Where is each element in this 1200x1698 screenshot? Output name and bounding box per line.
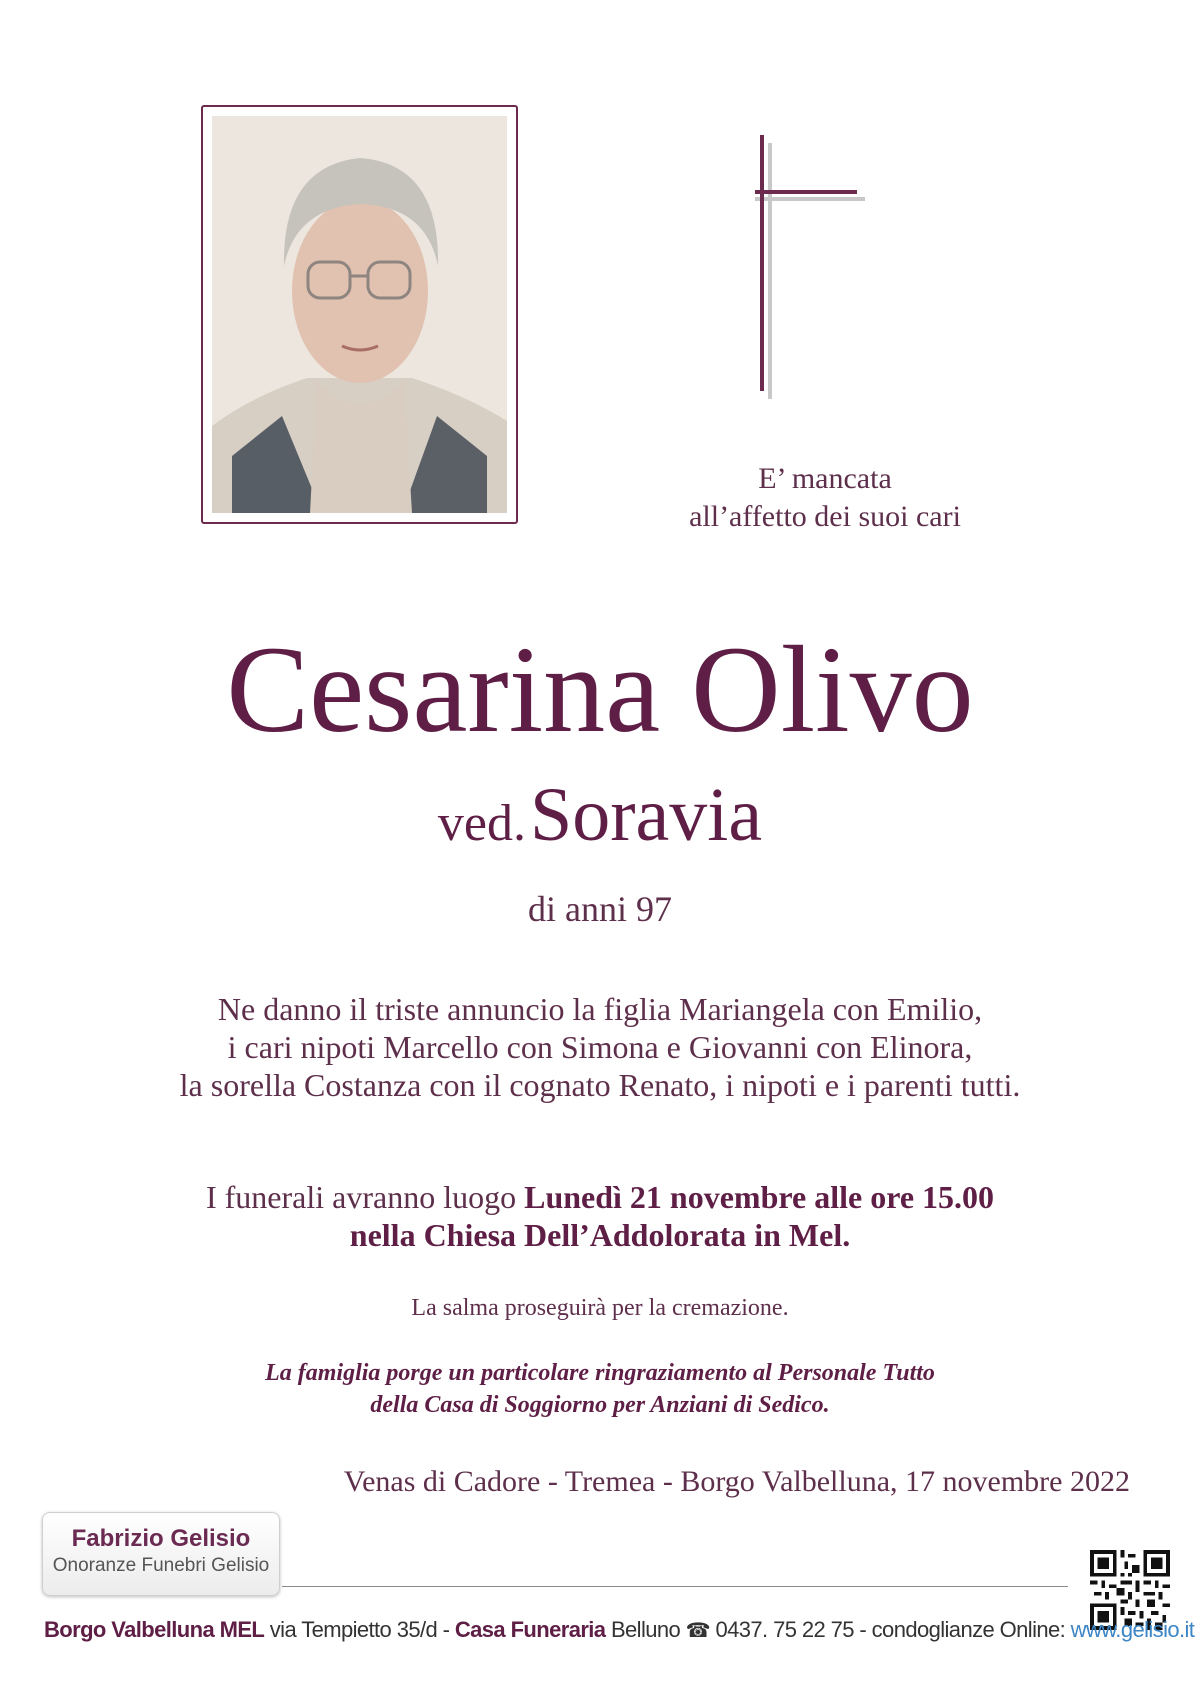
footer-location: Borgo Valbelluna MEL xyxy=(44,1617,265,1642)
funeral-place: nella Chiesa Dell’Addolorata in Mel. xyxy=(349,1217,851,1253)
footer-condolences: - condoglianze Online: xyxy=(853,1617,1071,1642)
agency-footer xyxy=(44,1615,1194,1646)
intro-line-2: all’affetto dei suoi cari xyxy=(689,500,961,533)
thanks-line-1: La famiglia porge un particolare ringraziamento al Personale Tutto xyxy=(265,1360,935,1386)
announcement-line-1: Ne danno il triste annuncio la figlia Mariangela con Emilio, xyxy=(217,991,983,1027)
ved-name: Soravia xyxy=(529,773,763,857)
funeral-lead: I funerali avranno luogo xyxy=(205,1179,525,1215)
portrait-frame xyxy=(201,105,518,524)
deceased-name: Cesarina Olivo xyxy=(226,621,974,758)
ved-prefix: ved. xyxy=(437,795,526,852)
thanks-line-2: della Casa di Soggiorno per Anziani di Sedico. xyxy=(370,1392,830,1418)
announcement-line-3: la sorella Costanza con il cognato Renato, i nipoti e i parenti tutti. xyxy=(179,1067,1021,1103)
widow-of xyxy=(0,770,1200,881)
footer-casa-funeraria: Casa Funeraria xyxy=(454,1617,606,1642)
intro-line-1: E’ mancata xyxy=(758,462,892,495)
place-date: Venas di Cadore - Tremea - Borgo Valbelluna, 17 novembre 2022 xyxy=(343,1465,1130,1498)
footer-divider xyxy=(282,1586,1068,1587)
agency-badge-title: Fabrizio Gelisio xyxy=(71,1525,251,1552)
phone-icon: ☎ xyxy=(685,1620,710,1642)
footer-city: Belluno xyxy=(605,1617,686,1642)
intro-text xyxy=(620,460,1030,536)
portrait-photo xyxy=(212,116,507,513)
footer-address: via Tempietto 35/d - xyxy=(264,1617,455,1642)
agency-badge-subtitle: Onoranze Funebri Gelisio xyxy=(52,1555,270,1576)
agency-badge xyxy=(42,1512,280,1596)
cross-icon xyxy=(755,135,885,415)
footer-phone[interactable]: 0437. 75 22 75 xyxy=(715,1617,854,1642)
funeral-date: Lunedì 21 novembre alle ore 15.00 xyxy=(524,1179,995,1215)
thanks-note xyxy=(0,1357,1200,1421)
funeral-info xyxy=(0,1178,1200,1254)
announcement xyxy=(0,990,1200,1104)
age: di anni 97 xyxy=(528,889,672,929)
website-link[interactable]: www.gelisio.it xyxy=(1070,1617,1195,1642)
cremation-note: La salma proseguirà per la cremazione. xyxy=(411,1295,789,1321)
announcement-line-2: i cari nipoti Marcello con Simona e Giovanni con Elinora, xyxy=(227,1029,973,1065)
